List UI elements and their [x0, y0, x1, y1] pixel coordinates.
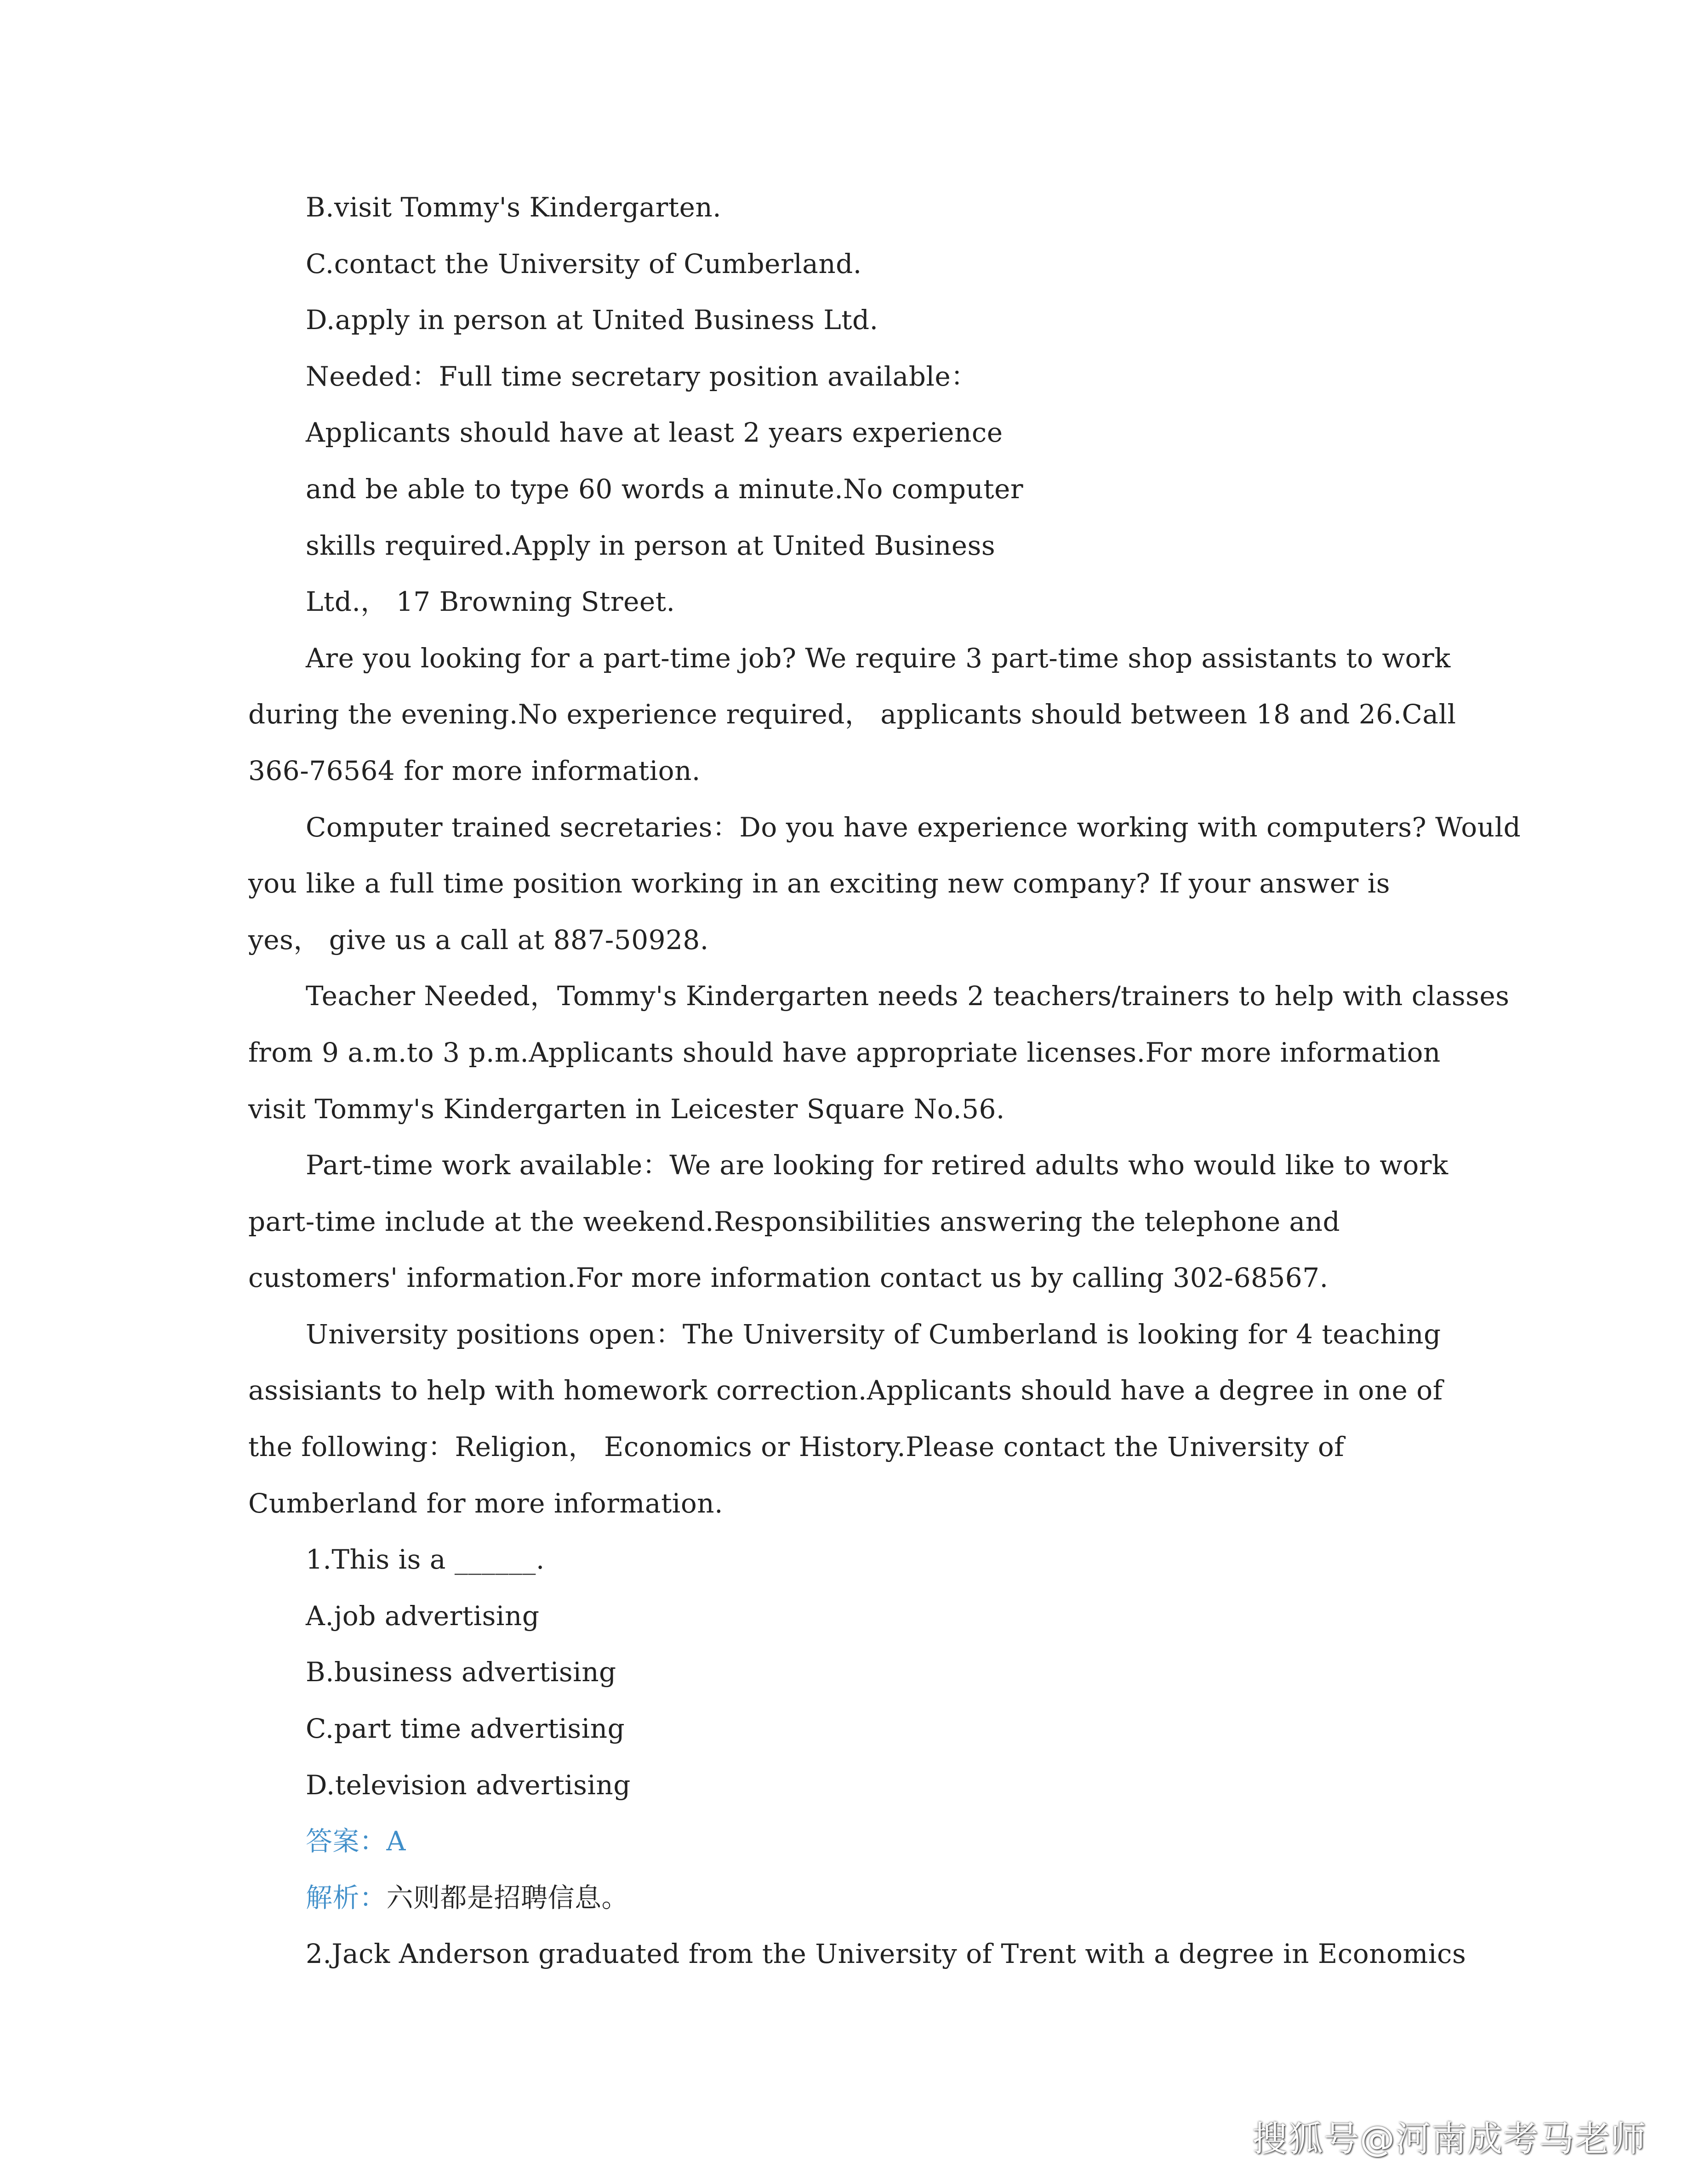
question-1-analysis: [248, 1870, 1443, 1926]
paragraph-line: Teacher Needed，Tommy's Kindergarten needs 2 teachers/trainers to help with classes: [306, 980, 1510, 1012]
question-1-option-a: A.job advertising: [306, 1600, 540, 1632]
option-c-prev: C.contact the University of Cumberland.: [306, 248, 862, 279]
question-1-option-b: B.business advertising: [306, 1656, 616, 1688]
analysis-text: 六则都是招聘信息。: [386, 1882, 629, 1913]
paragraph-line: from 9 a.m.to 3 p.m.Applicants should have appropriate licenses.For more information: [248, 1036, 1441, 1068]
paragraph-line: University positions open：The University of Cumberland is looking for 4 teaching: [306, 1318, 1441, 1350]
paragraph-line: Part-time work available：We are looking for retired adults who would like to work: [306, 1149, 1448, 1181]
question-2-stem: 2.Jack Anderson graduated from the University of Trent with a degree in Economics: [306, 1938, 1466, 1970]
option-b-prev: B.visit Tommy's Kindergarten.: [306, 192, 722, 223]
ad-university: [248, 1306, 1443, 1531]
paragraph-line: yes， give us a call at 887-50928.: [248, 924, 709, 956]
paragraph-line: you like a full time position working in an exciting new company? If your answer is: [248, 868, 1391, 899]
paragraph-line: Are you looking for a part-time job? We require 3 part-time shop assistants to work: [306, 642, 1451, 674]
paragraph-line: customers' information.For more information contact us by calling 302-68567.: [248, 1262, 1329, 1294]
ad-secretary-line: Applicants should have at least 2 years experience: [306, 417, 1003, 449]
question-1-stem: 1.This is a ______.: [306, 1544, 545, 1575]
ad-secretary-line: Ltd.， 17 Browning Street.: [306, 586, 675, 618]
answer-label: 答案：: [306, 1826, 387, 1857]
paragraph-line: the following：Religion， Economics or History.Please contact the University of: [248, 1431, 1345, 1463]
ad-retired: [248, 1137, 1448, 1306]
paragraph-line: part-time include at the weekend.Responsibilities answering the telephone and: [248, 1206, 1340, 1237]
question-1-option-d: D.television advertising: [306, 1769, 631, 1801]
analysis-label: 解析：: [306, 1882, 387, 1913]
paragraph-line: 366-76564 for more information.: [248, 755, 701, 786]
ad-computer-secretaries: [248, 799, 1521, 968]
paragraph-line: during the evening.No experience required， applicants should between 18 and 26.Call: [248, 699, 1456, 730]
paragraph-line: Cumberland for more information.: [248, 1487, 724, 1519]
option-d-prev: D.apply in person at United Business Ltd.: [306, 304, 878, 336]
watermark: 搜狐号@河南成考马老师: [1252, 2118, 1647, 2159]
paragraph-line: visit Tommy's Kindergarten in Leicester Square No.56.: [248, 1093, 1005, 1125]
document-page: [248, 179, 1521, 1982]
paragraph-line: Computer trained secretaries：Do you have experience working with computers? Would: [306, 811, 1521, 843]
ad-secretary-line: and be able to type 60 words a minute.No computer: [306, 473, 1024, 505]
paragraph-line: assisiants to help with homework correction.Applicants should have a degree in one of: [248, 1375, 1443, 1406]
ad-secretary-line: skills required.Apply in person at United Business: [306, 529, 996, 561]
ad-teacher: [248, 968, 1510, 1137]
ad-secretary-line: Needed：Full time secretary position available：: [306, 360, 978, 392]
answer-value: A: [386, 1826, 406, 1857]
question-1-answer: [248, 1813, 1443, 1870]
ad-parttime-shop: [248, 630, 1456, 799]
question-1-option-c: C.part time advertising: [306, 1713, 625, 1745]
